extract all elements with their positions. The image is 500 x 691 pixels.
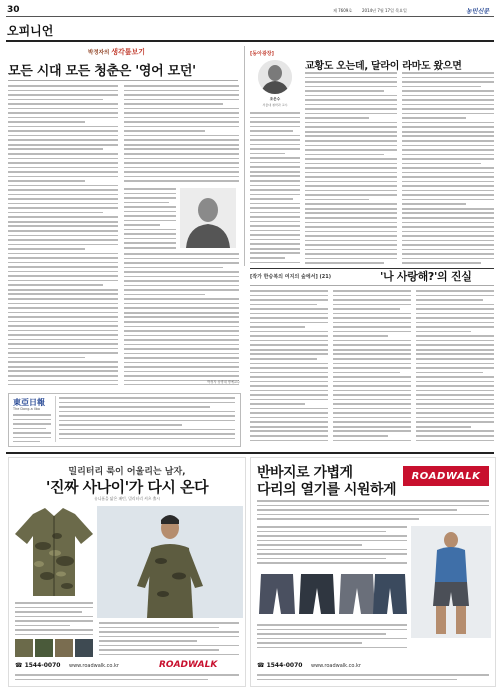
roadwalk-logo-text: ROADWALK xyxy=(411,470,481,482)
ad-right-site[interactable]: www.roadwalk.co.kr xyxy=(311,663,361,669)
ad-left-phone[interactable] xyxy=(15,662,60,669)
middle-article-col2 xyxy=(333,290,411,445)
ad-right-kicker: 반바지로 가볍게 xyxy=(257,465,353,481)
paper-name: 농민신문 xyxy=(466,8,490,15)
left-headline-rule xyxy=(8,80,238,81)
ad-left-footer xyxy=(15,674,239,682)
left-article-col1 xyxy=(8,85,118,385)
right-article-col0 xyxy=(250,112,300,267)
ad-right-intro xyxy=(257,500,489,524)
ad-left-brand: ROADWALK xyxy=(159,660,218,670)
middle-article-col3 xyxy=(416,290,494,445)
left-headline: 모든 시대 모든 청춘은 '영어 모던' xyxy=(8,64,196,79)
section-title: 오피니언 xyxy=(7,24,54,38)
issue-date: 2014년 7월 17일 목요일 xyxy=(362,8,407,13)
series-name: 생각톺보기 xyxy=(111,48,145,56)
model-photo xyxy=(97,506,243,618)
middle-series-label: [작가 한승복의 여지의 숲에서] (21) xyxy=(250,274,332,280)
ad-left-site[interactable]: www.roadwalk.co.kr xyxy=(69,663,119,669)
ads-top-rule xyxy=(6,452,494,454)
ad-right-copy-b xyxy=(257,624,407,652)
column-divider xyxy=(244,46,245,266)
publisher-subtitle: The Dong-a Ilbo xyxy=(13,407,40,411)
ad-right-phone-number: 1544-0070 xyxy=(266,662,303,669)
ad-right-footer xyxy=(257,674,489,682)
ad-military-shirt[interactable] xyxy=(8,457,246,687)
left-article-col2-side xyxy=(124,188,176,250)
middle-headline-rule xyxy=(250,285,494,286)
ad-left-kicker: 밀리터리 룩이 어울리는 남자, xyxy=(68,467,186,477)
right-series-label: [동아광장] xyxy=(250,51,274,57)
author-photo xyxy=(180,188,236,248)
ad-left-phone-number: 1544-0070 xyxy=(24,662,61,669)
ad-left-copy xyxy=(15,602,93,636)
phone-icon: ☎ xyxy=(15,662,25,669)
right-article-col2 xyxy=(402,72,494,267)
page-number: 30 xyxy=(7,5,20,15)
publisher-name: 東亞日報 xyxy=(13,397,45,407)
publisher-box xyxy=(8,393,241,447)
series-label-text: 박정자의 xyxy=(88,50,110,56)
header-rule xyxy=(6,16,494,17)
ad-right-copy-a xyxy=(257,526,407,566)
middle-article-col1 xyxy=(250,290,328,445)
ad-left-spec xyxy=(99,622,239,658)
middle-headline: '나 사랑해?'의 진실 xyxy=(380,270,472,283)
roadwalk-logo xyxy=(403,466,489,486)
right-headline: 교황도 오는데, 달라이 라마도 왔으면 xyxy=(305,61,462,72)
section-rule xyxy=(6,40,494,42)
phone-icon-2: ☎ xyxy=(257,662,267,669)
columnist-title: 서울대 철학과 교수 xyxy=(262,103,288,107)
left-article-col2-bottom xyxy=(124,253,239,385)
publisher-divider xyxy=(55,396,56,442)
shorts-product-image xyxy=(257,570,407,620)
series-label xyxy=(88,47,145,57)
columnist-photo xyxy=(258,60,292,94)
left-article-col2-top xyxy=(124,85,239,185)
shorts-model-photo xyxy=(411,526,491,638)
left-byline: 박정자 상명대 명예교수 xyxy=(207,380,240,384)
ad-right-phone[interactable] xyxy=(257,662,302,669)
product-thumbs xyxy=(15,638,95,658)
publisher-info xyxy=(13,414,51,442)
publisher-details xyxy=(59,397,235,442)
ad-left-subhead: 유니폼을 닮은 패턴, 밀리터리 셔츠 출시 xyxy=(94,496,160,501)
military-shirt-image xyxy=(13,506,95,598)
ad-left-headline: '진짜 사나이'가 다시 온다 xyxy=(45,478,209,496)
columnist-name: 조은수 xyxy=(269,97,281,101)
ad-right-headline: 다리의 열기를 시원하게 xyxy=(257,482,396,498)
issue-number: 제 7609호 xyxy=(333,8,353,13)
right-article-col1 xyxy=(305,72,397,267)
ad-shorts[interactable] xyxy=(250,457,496,687)
